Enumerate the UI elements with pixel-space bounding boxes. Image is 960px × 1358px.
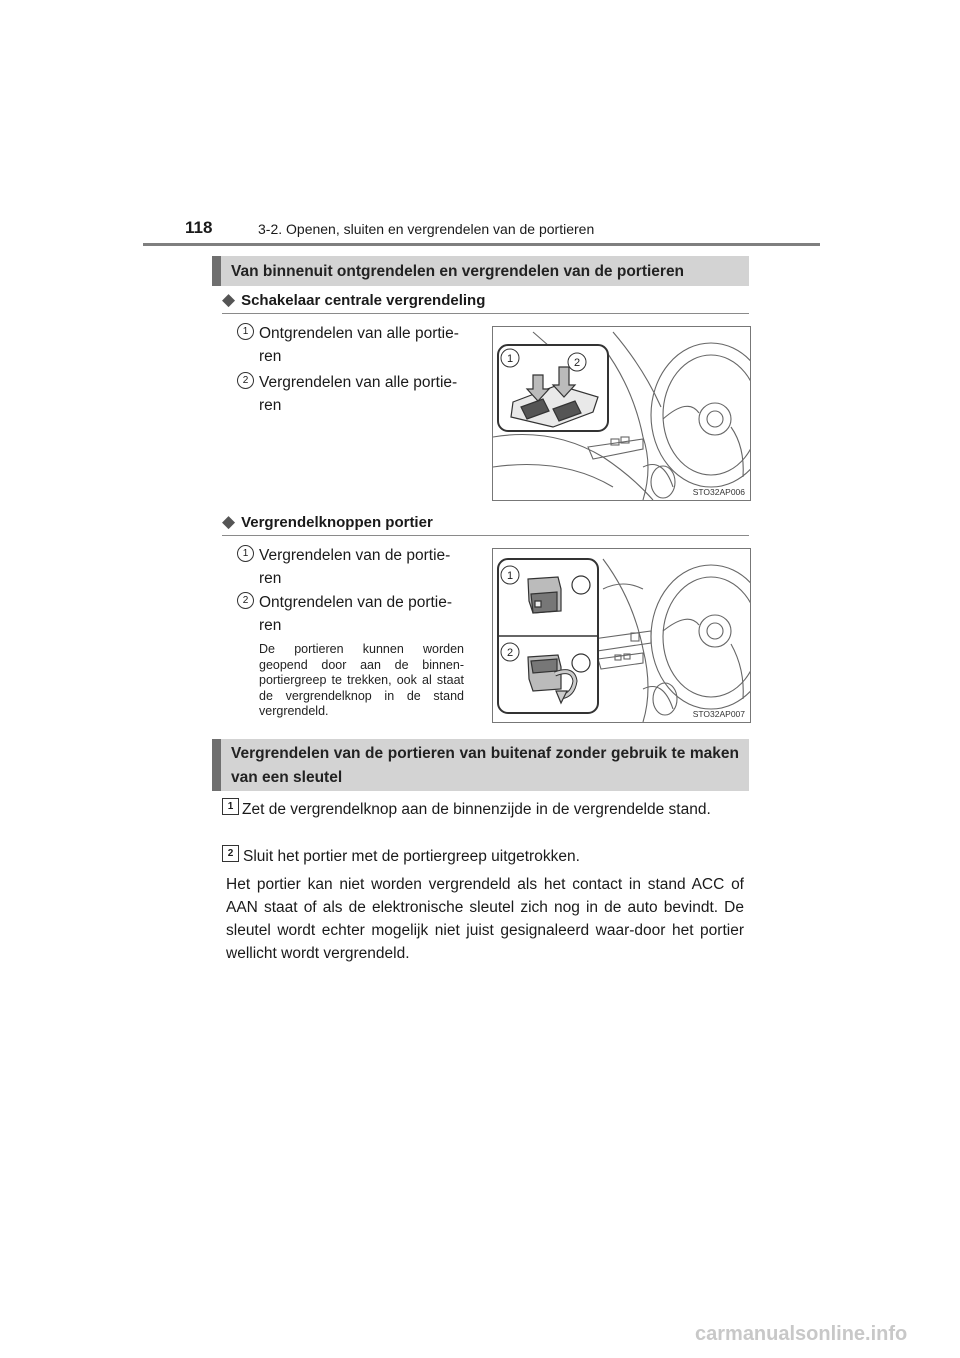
door-lock-knob-illustration: [492, 548, 751, 723]
item-line: ren: [259, 617, 282, 634]
page-number: 118: [185, 218, 213, 237]
diamond-icon: ◆: [222, 512, 236, 531]
item-number-badge: 1: [237, 323, 254, 340]
subhead-rule: [222, 313, 749, 314]
diamond-icon: ◆: [222, 290, 236, 309]
subhead-label: Schakelaar centrale vergrendeling: [241, 292, 486, 309]
item-line: ren: [259, 570, 282, 587]
figure-code: STO32AP007: [692, 709, 745, 719]
step-2-text: Sluit het portier met de portiergreep uitgetrokken.: [243, 848, 580, 865]
subhead-label: Vergrendelknoppen portier: [241, 514, 433, 531]
callout-2: 2: [506, 647, 514, 659]
step-1-text: [243, 798, 744, 821]
figure-code: STO32AP006: [692, 487, 745, 497]
item-line: Vergrendelen van alle portie-: [259, 374, 458, 391]
central-lock-switch-illustration: [492, 326, 751, 501]
item-line: ren: [259, 348, 282, 365]
item-unlock-doors: [259, 591, 464, 637]
item-number-badge: 2: [237, 372, 254, 389]
door-lock-note: De portieren kunnen worden geopend door aan de binnen-portiergreep te trekken, ook al staat de vergrendelknop in de stand vergrendeld.: [259, 642, 464, 718]
outside-lock-note: Het portier kan niet worden vergrendeld als het contact in stand ACC of AAN staat of als de elektronische sleutel zich nog in de auto bevindt. De sleutel wordt echter mogelijk niet juist gesignaleerd waar-door het portier wellicht wordt vergrendeld.: [226, 876, 744, 962]
callout-2: 2: [573, 357, 581, 369]
section-title-inside-lock: Van binnenuit ontgrendelen en vergrendelen van de portieren: [212, 256, 749, 286]
item-number-badge: 2: [237, 592, 254, 609]
section-title-outside-lock: Vergrendelen van de portieren van buitenaf zonder gebruik te maken van een sleutel: [212, 739, 749, 791]
chapter-title: 3-2. Openen, sluiten en vergrendelen van de portieren: [258, 221, 595, 237]
header-rule: [143, 243, 820, 246]
site-watermark: carmanualsonline.info: [695, 1323, 908, 1345]
item-lock-all: [259, 371, 464, 417]
step-text: Zet de vergrendelknop aan de binnenzijde in de vergrendelde stand.: [242, 801, 711, 818]
subhead-central-lock-switch: [222, 290, 485, 310]
item-unlock-all: [259, 322, 464, 368]
door-interior-drawing: [493, 549, 750, 722]
item-lock-doors: [259, 544, 464, 590]
car-interior-drawing: [493, 327, 750, 500]
callout-1: 1: [506, 570, 514, 582]
step-number-box: 1: [222, 798, 239, 815]
subhead-door-lock-knobs: [222, 512, 433, 532]
item-number-badge: 1: [237, 545, 254, 562]
step-number-box: 2: [222, 845, 239, 862]
item-line: Ontgrendelen van de portie-: [259, 594, 453, 611]
item-line: Ontgrendelen van alle portie-: [259, 325, 459, 342]
callout-1: 1: [506, 353, 514, 365]
item-line: Vergrendelen van de portie-: [259, 547, 451, 564]
subhead-rule: [222, 535, 749, 536]
item-line: ren: [259, 397, 282, 414]
